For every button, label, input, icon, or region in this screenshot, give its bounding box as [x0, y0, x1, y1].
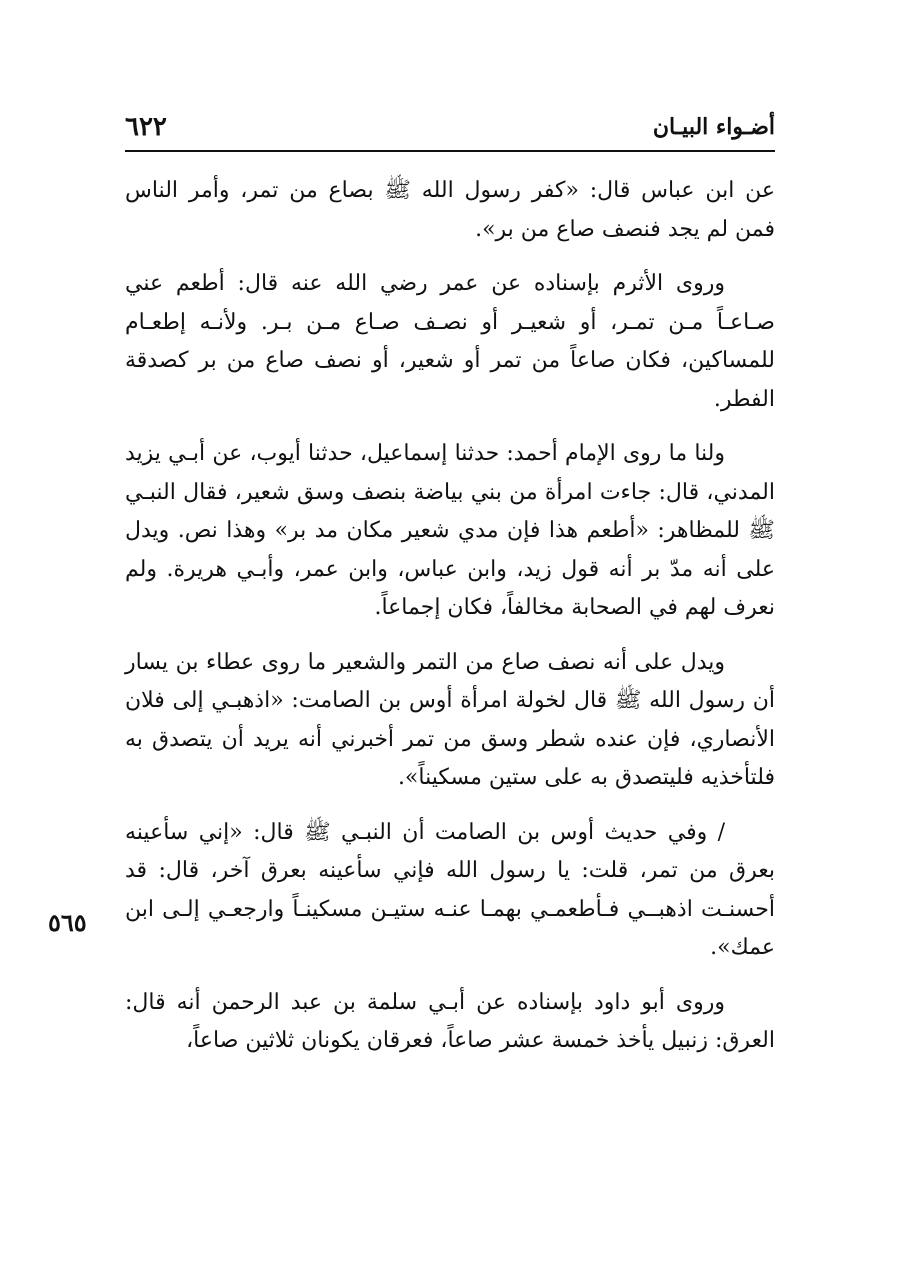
paragraph: ولنا ما روى الإمام أحمد: حدثنا إسماعيل، حدثنا أيوب، عن أبـي يزيد المدني، قال: جاءت امرأة من بني بياضة بنصف وسق شعير، فقال النبـي ﷺ للمظاهر: «أطعم هذا فإن مدي شعير مكان مد بر» وهذا نص. ويدل على أنه مدّ بر أنه قول زيد، وابن عباس، وابن عمر، وأبـي هريرة. ولم نعرف لهم في الصحابة مخالفاً، فكان إجماعاً.	[125, 441, 775, 620]
paragraph: / وفي حديث أوس بن الصامت أن النبـي ﷺ قال: «إني سأعينه بعرق من تمر، قلت: يا رسول الله فإني سأعينه بعرق آخر، قال: قد أحسنـت اذهبــي فـأطعمـي بهمـا عنـه ستيـن مسكينـاً وارجعـي إلـى ابن عمك».	[125, 819, 775, 960]
header-rule	[125, 150, 775, 152]
paragraph: ويدل على أنه نصف صاع من التمر والشعير ما روى عطاء بن يسار أن رسول الله ﷺ قال لخولة امرأة أوس بن الصامت: «اذهبـي إلى فلان الأنصاري، فإن عنده شطر وسق من تمر أخبرني أنه يريد أن يتصدق به فلتأخذيه فليتصدق به على ستين مسكيناً».	[125, 649, 775, 790]
paragraph: وروى أبو داود بإسناده عن أبـي سلمة بن عبد الرحمن أنه قال: العرق: زنبيل يأخذ خمسة عشر صاعاً، فعرقان يكونان ثلاثين صاعاً،	[125, 989, 775, 1053]
book-title: أضـواء البيـان	[652, 114, 775, 140]
margin-page-reference: ٥٦٥	[48, 908, 87, 937]
page-number: ٦٢٢	[125, 112, 167, 142]
page-header	[125, 112, 775, 152]
paragraph: عن ابن عباس قال: «كفر رسول الله ﷺ بصاع من تمر، وأمر الناس فمن لم يجد فنصف صاع من بر».	[125, 178, 775, 242]
body-text	[125, 172, 775, 1077]
paragraph: وروى الأثرم بإسناده عن عمر رضي الله عنه قال: أطعم عني صـاعـاً مـن تمـر، أو شعيـر أو نصـف صـاع مـن بـر. ولأنـه إطعـام للمساكين، فكان صاعاً من تمر أو شعير، أو نصف صاع من بر كصدقة الفطر.	[125, 271, 775, 412]
